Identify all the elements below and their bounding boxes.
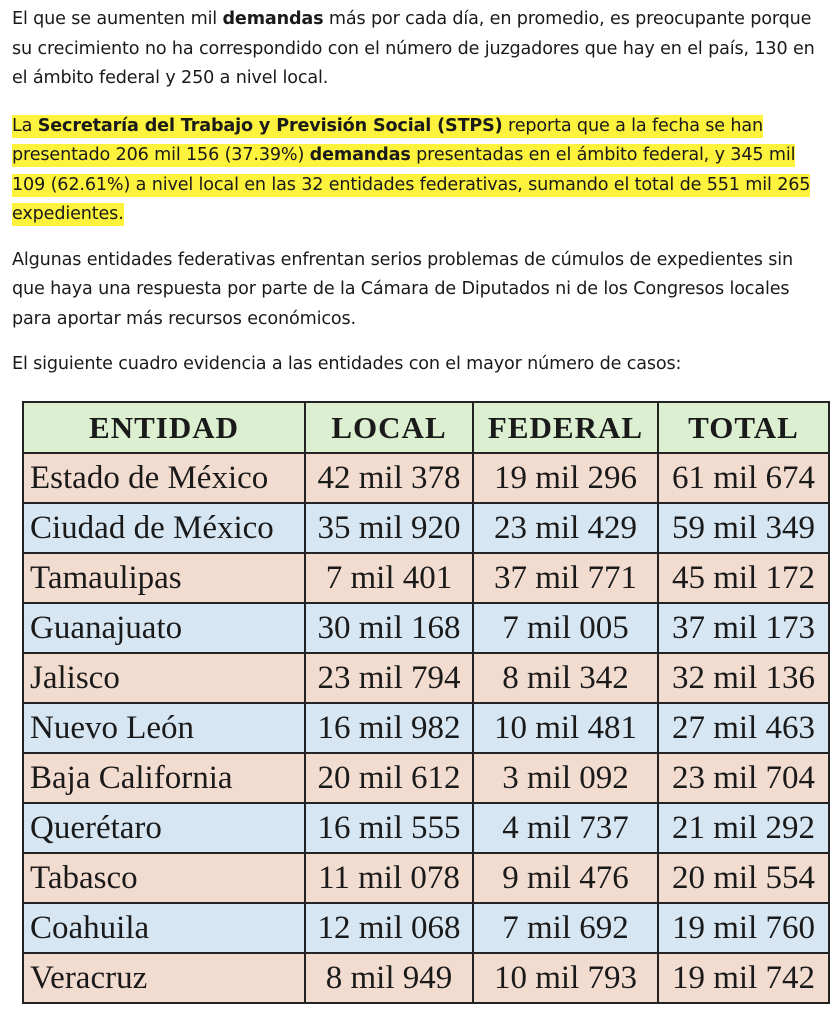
paragraph-intro [12,0,828,94]
header-local: LOCAL [305,402,473,453]
table-header-row [23,402,829,453]
cell-total: 59 mil 349 [658,503,829,553]
cell-federal: 10 mil 481 [473,703,658,753]
cell-federal: 3 mil 092 [473,753,658,803]
cell-total: 21 mil 292 [658,803,829,853]
cell-federal: 4 mil 737 [473,803,658,853]
cell-total: 23 mil 704 [658,753,829,803]
cell-entidad: Tamaulipas [23,553,305,603]
text-segment: más por cada día, en promedio, es preocupante porque su crecimiento no ha correspondido con el número de juzgadores que hay en el país, 130 en el ámbito federal y 250 a nivel local. [12,9,815,88]
cell-local: 16 mil 555 [305,803,473,853]
cell-entidad: Coahuila [23,903,305,953]
bold-term: demandas [222,9,324,29]
cell-local: 16 mil 982 [305,703,473,753]
cell-entidad: Veracruz [23,953,305,1003]
cell-total: 27 mil 463 [658,703,829,753]
cell-local: 8 mil 949 [305,953,473,1003]
bold-term: demandas [309,145,411,165]
text-segment: La [12,115,38,136]
cell-entidad: Guanajuato [23,603,305,653]
text-segment: reporta que a la fecha se han presentado 206 mil 156 (37.39%) [12,115,764,165]
cell-entidad: Jalisco [23,653,305,703]
cell-federal: 37 mil 771 [473,553,658,603]
cell-federal: 9 mil 476 [473,853,658,903]
cell-local: 30 mil 168 [305,603,473,653]
cell-local: 12 mil 068 [305,903,473,953]
cell-entidad: Baja California [23,753,305,803]
cell-total: 20 mil 554 [658,853,829,903]
cell-entidad: Tabasco [23,853,305,903]
cell-federal: 10 mil 793 [473,953,658,1003]
cases-table-container [22,401,828,1004]
cell-federal: 23 mil 429 [473,503,658,553]
cell-total: 37 mil 173 [658,603,829,653]
table-row [23,853,829,903]
cell-total: 45 mil 172 [658,553,829,603]
cell-total: 19 mil 742 [658,953,829,1003]
table-row [23,903,829,953]
header-entidad: ENTIDAD [23,402,305,453]
table-row [23,603,829,653]
cell-total: 61 mil 674 [658,453,829,503]
cell-total: 19 mil 760 [658,903,829,953]
cell-local: 11 mil 078 [305,853,473,903]
paragraph-stps-highlighted [12,112,828,230]
cell-entidad: Estado de México [23,453,305,503]
cell-entidad: Querétaro [23,803,305,853]
header-total: TOTAL [658,402,829,453]
cell-local: 42 mil 378 [305,453,473,503]
text-segment: El que se aumenten mil [12,9,223,29]
cell-federal: 19 mil 296 [473,453,658,503]
table-row [23,953,829,1003]
article-body [0,0,840,380]
cell-entidad: Ciudad de México [23,503,305,553]
table-row [23,553,829,603]
cell-local: 35 mil 920 [305,503,473,553]
paragraph-table-intro: El siguiente cuadro evidencia a las entidades con el mayor número de casos: [12,354,682,374]
cell-federal: 8 mil 342 [473,653,658,703]
cases-by-state-table [22,401,830,1004]
cell-federal: 7 mil 005 [473,603,658,653]
table-row [23,803,829,853]
table-row [23,653,829,703]
header-federal: FEDERAL [473,402,658,453]
table-row [23,453,829,503]
cell-entidad: Nuevo León [23,703,305,753]
bold-term: Secretaría del Trabajo y Previsión Social (STPS) [37,115,503,136]
cell-federal: 7 mil 692 [473,903,658,953]
paragraph-problems: Algunas entidades federativas enfrentan serios problemas de cúmulos de expedientes sin que haya una respuesta por parte de la Cámara de Diputados ni de los Congresos locales para aportar más recursos económicos. [12,249,793,329]
table-row [23,503,829,553]
table-row [23,753,829,803]
cell-local: 23 mil 794 [305,653,473,703]
cell-total: 32 mil 136 [658,653,829,703]
cell-local: 7 mil 401 [305,553,473,603]
highlighted-text [12,115,810,227]
text-segment: presentadas en el ámbito federal, y 345 mil 109 (62.61%) a nivel local en las 32 entidades federativas, sumando el total de 551 mil 265 expedientes. [12,145,811,224]
table-row [23,703,829,753]
cell-local: 20 mil 612 [305,753,473,803]
